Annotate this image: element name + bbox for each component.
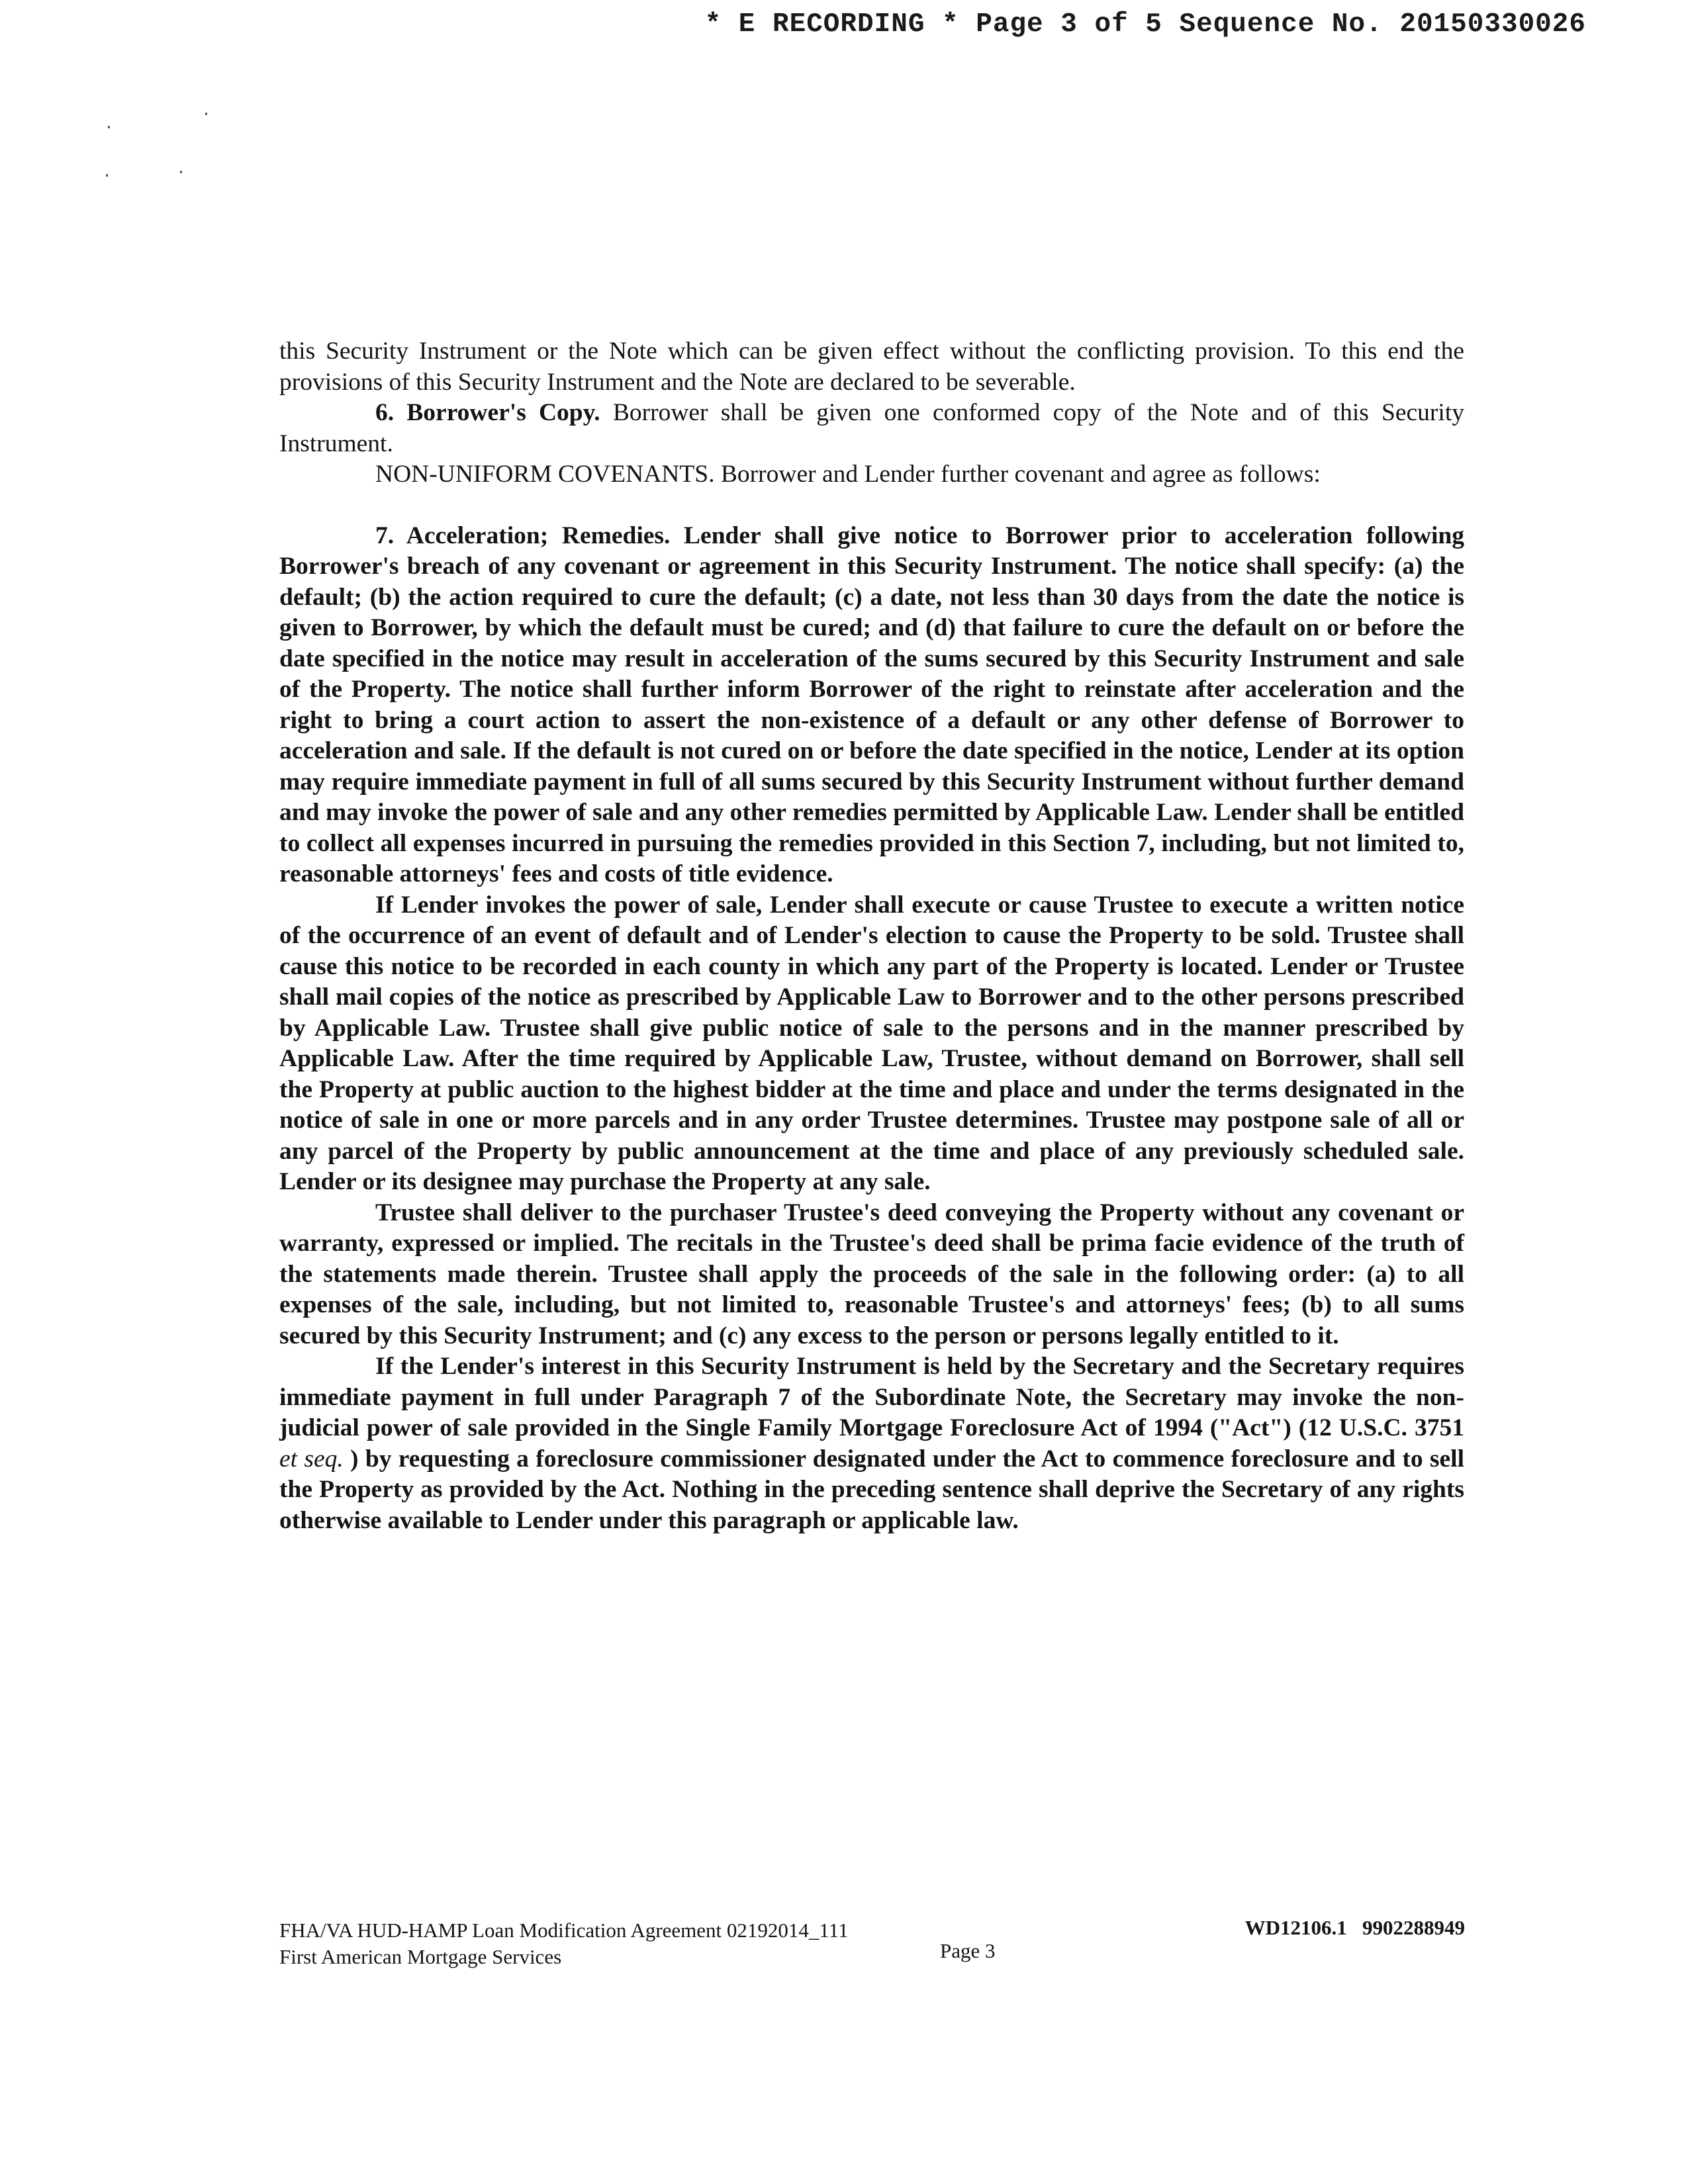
footer-page-number: Page 3 [940,1939,996,1962]
footer-form-title: FHA/VA HUD-HAMP Loan Modification Agreement 02192014_111 [279,1919,849,1942]
section-text: Borrower shall be given one conformed copy of the Note and of this Security Instrument. [279,399,1465,457]
footer-document-codes: WD12106.1 9902288949 [1244,1916,1465,1939]
section-text: Lender shall give notice to Borrower prior to acceleration following Borrower's breach of any covenant or agreement in this Security Instrument. The notice shall specify: (a) the default; (b) the action required to cure the default; (c) a date, not less than 30 days from the date the notice is given to Borrower, by which the default must be cured; and (d) that failure to cure the default on or before the date specified in the notice may result in acceleration of the sums secured by this Security Instrument and sale of the Property. The notice shall further inform Borrower of the right to reinstate after acceleration and the right to bring a court action to assert the non-existence of a default or any other defense of Borrower to acceleration and sale. If the default is not cured on or before the date specified in the notice, Lender at its option may require immediate payment in full of all sums secured by this Security Instrument without further demand and may invoke the power of sale and any other remedies permitted by Applicable Law. Lender shall be entitled to collect all expenses incurred in pursuing the remedies provided in this Section 7, including, but not limited to, reasonable attorneys' fees and costs of title evidence. [279,522,1464,887]
recording-stamp: * E RECORDING * Page 3 of 5 Sequence No. 20150330026 [704,9,1586,40]
section-heading: Acceleration; Remedies. [406,522,671,549]
document-body [279,336,1464,1536]
paragraph-text: ) by requesting a foreclosure commissioner designated under the Act to commence foreclosure and to sell the Property as provided by the Act. Nothing in the preceding sentence shall deprive the Secretary of any rights otherwise available to Lender under this paragraph or applicable law. [279,1445,1464,1534]
non-uniform-covenants-intro: NON-UNIFORM COVENANTS. Borrower and Lender further covenant and agree as follows: [375,461,1321,488]
power-of-sale-paragraph: If Lender invokes the power of sale, Lender shall execute or cause Trustee to execute a written notice of the occurrence of an event of default and of Lender's election to cause the Property to be sold. Trustee shall cause this notice to be recorded in each county in which any part of the Property is located. Lender or Trustee shall mail copies of the notice as prescribed by Applicable Law to Borrower and to the other persons prescribed by Applicable Law. Trustee shall give public notice of sale to the persons and in the manner prescribed by Applicable Law. After the time required by Applicable Law, Trustee, without demand on Borrower, shall sell the Property at public auction to the highest bidder at the time and place and under the terms designated in the notice of sale in one or more parcels and in any order Trustee determines. Trustee may postpone sale of all or any parcel of the Property by public announcement at the time and place of any previously scheduled sale. Lender or its designee may purchase the Property at any sale. [279,891,1464,1195]
footer-form-info [279,1917,849,1970]
secretary-paragraph [279,1351,1464,1536]
footer-company: First American Mortgage Services [279,1945,562,1968]
paragraph-continuation: this Security Instrument or the Note which can be given effect without the conflicting provision. To this end the provisions of this Security Instrument and the Note are declared to be severable. [279,338,1464,396]
section-number: 7. [375,522,395,549]
scan-speck [180,171,182,173]
italic-et-seq: et seq. [279,1445,344,1473]
section-6-borrowers-copy [279,398,1464,459]
scan-speck [106,174,108,177]
section-7-acceleration-remedies [279,521,1464,890]
scan-speck [205,113,207,115]
section-heading: Borrower's Copy. [406,399,600,426]
trustee-deed-paragraph: Trustee shall deliver to the purchaser Trustee's deed conveying the Property without any covenant or warranty, expressed or implied. The recitals in the Trustee's deed shall be prima facie evidence of the truth of the statements made therein. Trustee shall apply the proceeds of the sale in the following order: (a) to all expenses of the sale, including, but not limited to, reasonable Trustee's and attorneys' fees; (b) to all sums secured by this Security Instrument; and (c) any excess to the person or persons legally entitled to it. [279,1199,1464,1349]
paragraph-text: If the Lender's interest in this Security Instrument is held by the Secretary and the Secretary requires immediate payment in full under Paragraph 7 of the Subordinate Note, the Secretary may invoke the non-judicial power of sale provided in the Single Family Mortgage Foreclosure Act of 1994 ("Act") (12 U.S.C. 3751 [279,1353,1464,1441]
section-number: 6. [375,399,395,426]
scan-speck [108,126,110,128]
